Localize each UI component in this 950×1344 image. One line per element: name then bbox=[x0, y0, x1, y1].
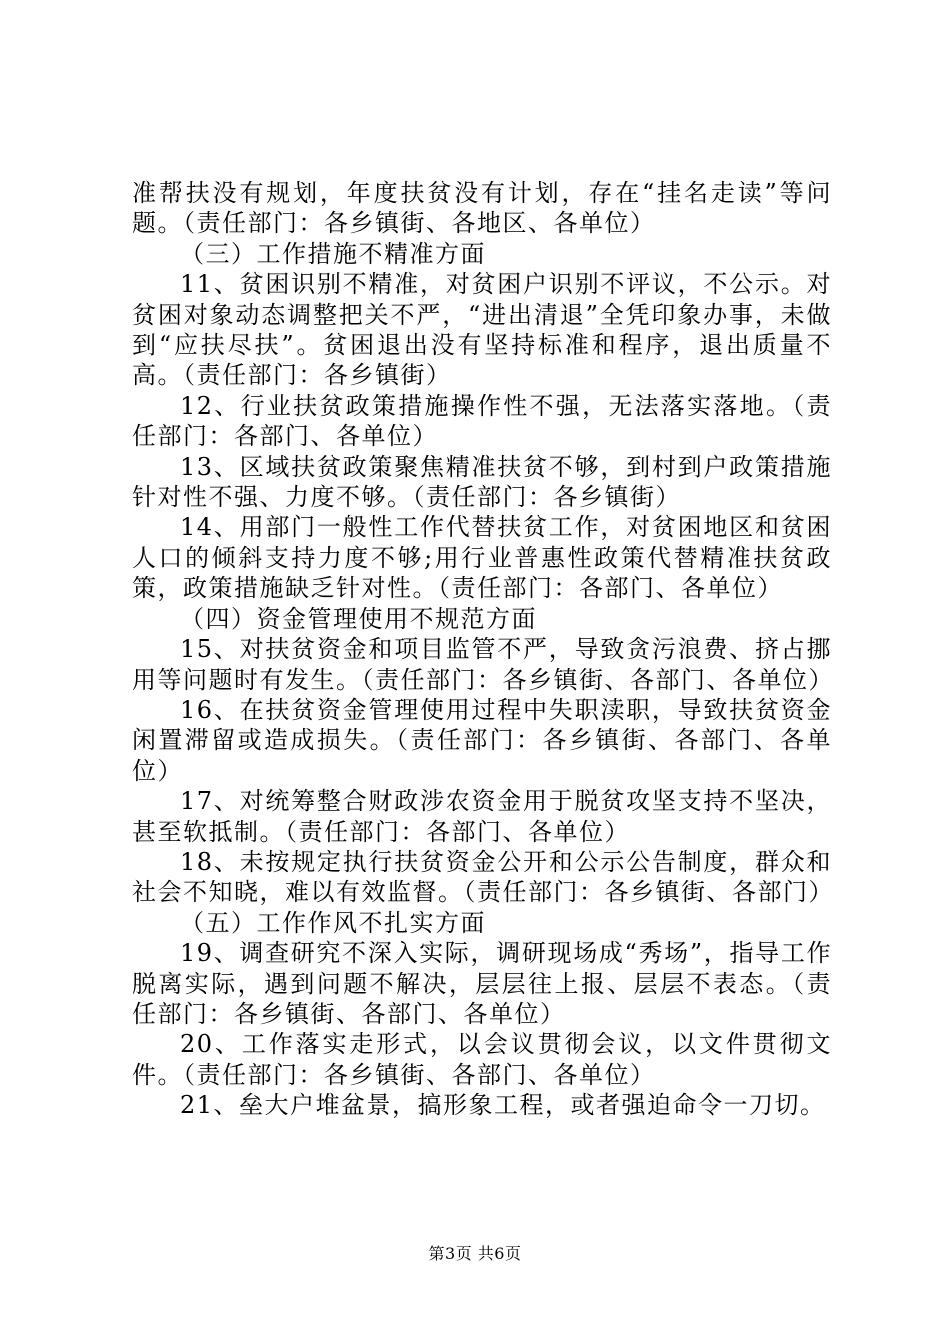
paragraph-continued: 准帮扶没有规划，年度扶贫没有计划，存在“挂名走读”等问题。（责任部门：各乡镇街、各地区、各单位） bbox=[132, 179, 832, 238]
paragraph-item-20: 20、工作落实走形式，以会议贯彻会议，以文件贯彻文件。（责任部门：各乡镇街、各部门、各单位） bbox=[132, 1030, 832, 1089]
paragraph-item-17: 17、对统筹整合财政涉农资金用于脱贫攻坚支持不坚决，甚至软抵制。（责任部门：各部门、各单位） bbox=[132, 787, 832, 846]
paragraph-item-13: 13、区域扶贫政策聚焦精准扶贫不够，到村到户政策措施针对性不强、力度不够。（责任部门：各乡镇街） bbox=[132, 452, 832, 512]
paragraph-item-18: 18、未按规定执行扶贫资金公开和公示公告制度，群众和社会不知晓，难以有效监督。（责任部门：各乡镇街、各部门） bbox=[132, 847, 834, 907]
paragraph-item-21: 21、垒大户堆盆景，搞形象工程，或者强迫命令一刀切。 bbox=[180, 1091, 826, 1120]
paragraph-item-12: 12、行业扶贫政策措施操作性不强，无法落实落地。（责任部门：各部门、各单位） bbox=[132, 391, 832, 451]
paragraph-item-14: 14、用部门一般性工作代替扶贫工作，对贫困地区和贫困人口的倾斜支持力度不够;用行业普惠性政策代替精准扶贫政策，政策措施缺乏针对性。（责任部门：各部门、各单位） bbox=[132, 513, 832, 603]
section-heading-4: （四）资金管理使用不规范方面 bbox=[180, 604, 537, 633]
document-body bbox=[132, 178, 832, 1121]
section-heading-5: （五）工作作风不扎实方面 bbox=[180, 908, 486, 937]
paragraph-item-11: 11、贫困识别不精准，对贫困户识别不评议，不公示。对贫困对象动态调整把关不严，“进出清退”全凭印象办事，未做到“应扶尽扶”。贫困退出没有坚持标准和程序，退出质量不高。（责任部门：各乡镇街） bbox=[132, 270, 832, 390]
paragraph-item-16: 16、在扶贫资金管理使用过程中失职渎职，导致扶贫资金闲置滞留或造成损失。（责任部门：各乡镇街、各部门、各单位） bbox=[132, 695, 832, 785]
page-footer: 第3页 共6页 bbox=[428, 1244, 522, 1263]
paragraph-item-19: 19、调查研究不深入实际，调研现场成“秀场”，指导工作脱离实际，遇到问题不解决，层层往上报、层层不表态。（责任部门：各乡镇街、各部门、各单位） bbox=[132, 939, 832, 1028]
section-heading-3: （三）工作措施不精准方面 bbox=[180, 239, 486, 268]
paragraph-item-15: 15、对扶贫资金和项目监管不严，导致贪污浪费、挤占挪用等问题时有发生。（责任部门：各乡镇街、各部门、各单位） bbox=[132, 635, 834, 694]
